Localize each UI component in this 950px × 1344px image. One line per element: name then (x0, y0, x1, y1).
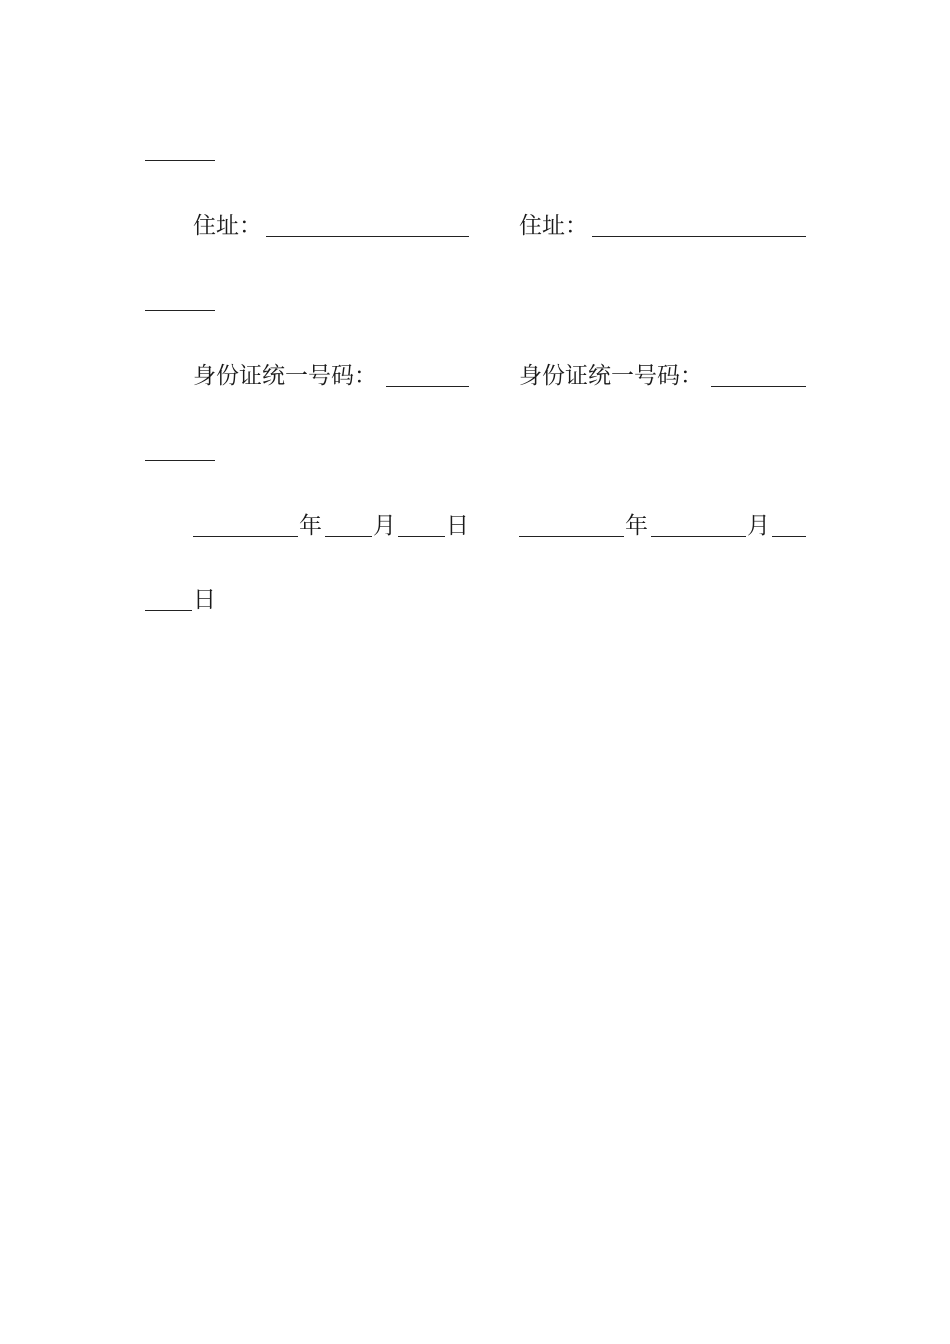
day-label-right: 日 (193, 587, 216, 613)
year-label-right: 年 (625, 513, 648, 539)
month-blank-right[interactable] (651, 536, 746, 537)
id-label-left: 身份证统一号码： (193, 363, 377, 389)
address-blank-right[interactable] (592, 236, 806, 237)
blank-line (145, 160, 215, 161)
address-blank-left[interactable] (266, 236, 469, 237)
id-blank-left[interactable] (386, 386, 469, 387)
blank-line (145, 460, 215, 461)
month-label-left: 月 (373, 513, 396, 539)
id-blank-right[interactable] (711, 386, 806, 387)
year-blank-right[interactable] (519, 536, 624, 537)
id-label-right: 身份证统一号码： (519, 363, 703, 389)
address-label-left: 住址： (193, 213, 262, 239)
address-label-right: 住址： (519, 213, 588, 239)
month-label-right: 月 (747, 513, 770, 539)
day-blank-continuation[interactable] (145, 610, 192, 611)
year-label-left: 年 (299, 513, 322, 539)
day-label-left: 日 (446, 513, 469, 539)
blank-line (145, 310, 215, 311)
month-blank-left[interactable] (325, 536, 372, 537)
day-blank-left[interactable] (398, 536, 445, 537)
year-blank-left[interactable] (193, 536, 298, 537)
day-blank-right[interactable] (772, 536, 806, 537)
